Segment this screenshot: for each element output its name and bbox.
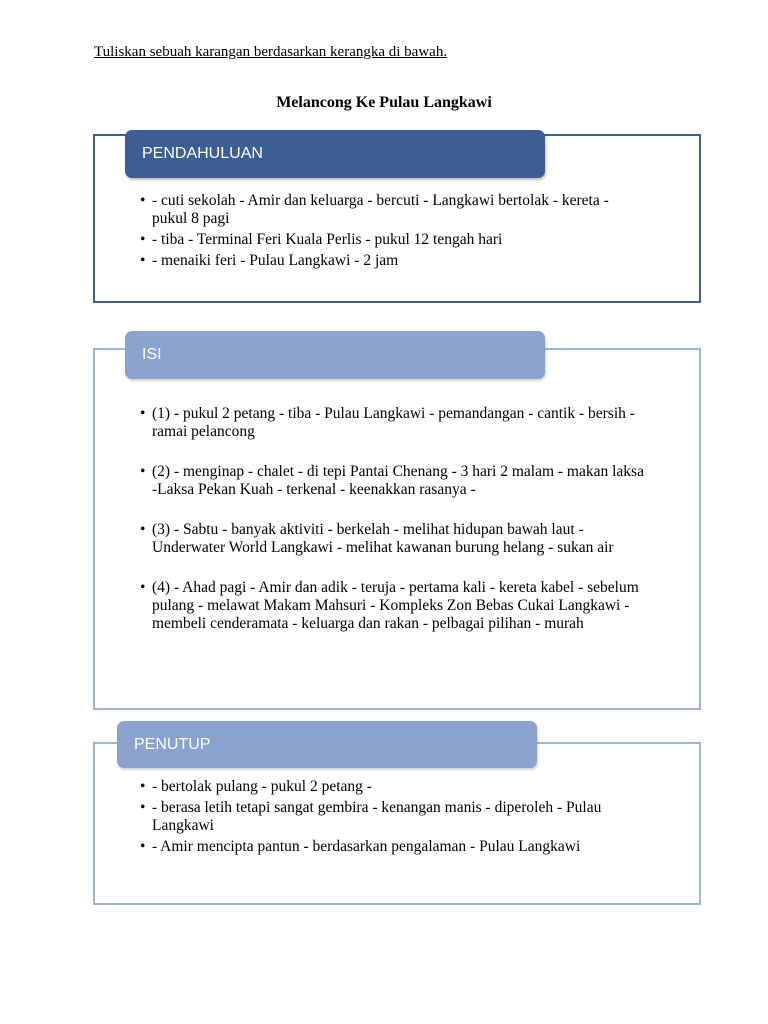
list-item: • (1) - pukul 2 petang - tiba - Pulau Langkawi - pemandangan - cantik - bersih - ramai pelancong [140, 405, 657, 441]
list-item: • - bertolak pulang - pukul 2 petang - [140, 778, 660, 796]
list-item: • - cuti sekolah - Amir dan keluarga - bercuti - Langkawi bertolak - kereta - pukul 8 pagi [140, 192, 632, 228]
pendahuluan-heading: PENDAHULUAN [125, 130, 545, 178]
isi-list [140, 405, 660, 633]
list-item: • (4) - Ahad pagi - Amir dan adik - teruja - pertama kali - kereta kabel - sebelum pulang - melawat Makam Mahsuri - Kompleks Zon Bebas Cukai Langkawi - membeli cenderamata - keluarga dan rakan - pelbagai pilihan - murah [140, 579, 657, 633]
list-item: • - Amir mencipta pantun - berdasarkan pengalaman - Pulau Langkawi [140, 838, 592, 856]
penutup-list [140, 778, 660, 856]
essay-title: Melancong Ke Pulau Langkawi [276, 94, 492, 111]
penutup-heading: PENUTUP [117, 721, 537, 768]
list-item: • - menaiki feri - Pulau Langkawi - 2 jam [140, 252, 660, 270]
list-item: • - berasa letih tetapi sangat gembira - kenangan manis - diperoleh - Pulau Langkawi [140, 799, 642, 835]
list-item: • - tiba - Terminal Feri Kuala Perlis - pukul 12 tengah hari [140, 231, 660, 249]
isi-heading: ISI [125, 331, 545, 379]
pendahuluan-list [140, 192, 660, 270]
instruction-text: Tuliskan sebuah karangan berdasarkan kerangka di bawah. [94, 44, 448, 60]
list-item: • (2) - menginap - chalet - di tepi Pantai Chenang - 3 hari 2 malam - makan laksa -Laksa Pekan Kuah - terkenal - keenakkan rasanya - [140, 463, 652, 499]
list-item: • (3) - Sabtu - banyak aktiviti - berkelah - melihat hidupan bawah laut - Underwater World Langkawi - melihat kawanan burung helang - sukan air [140, 521, 642, 557]
